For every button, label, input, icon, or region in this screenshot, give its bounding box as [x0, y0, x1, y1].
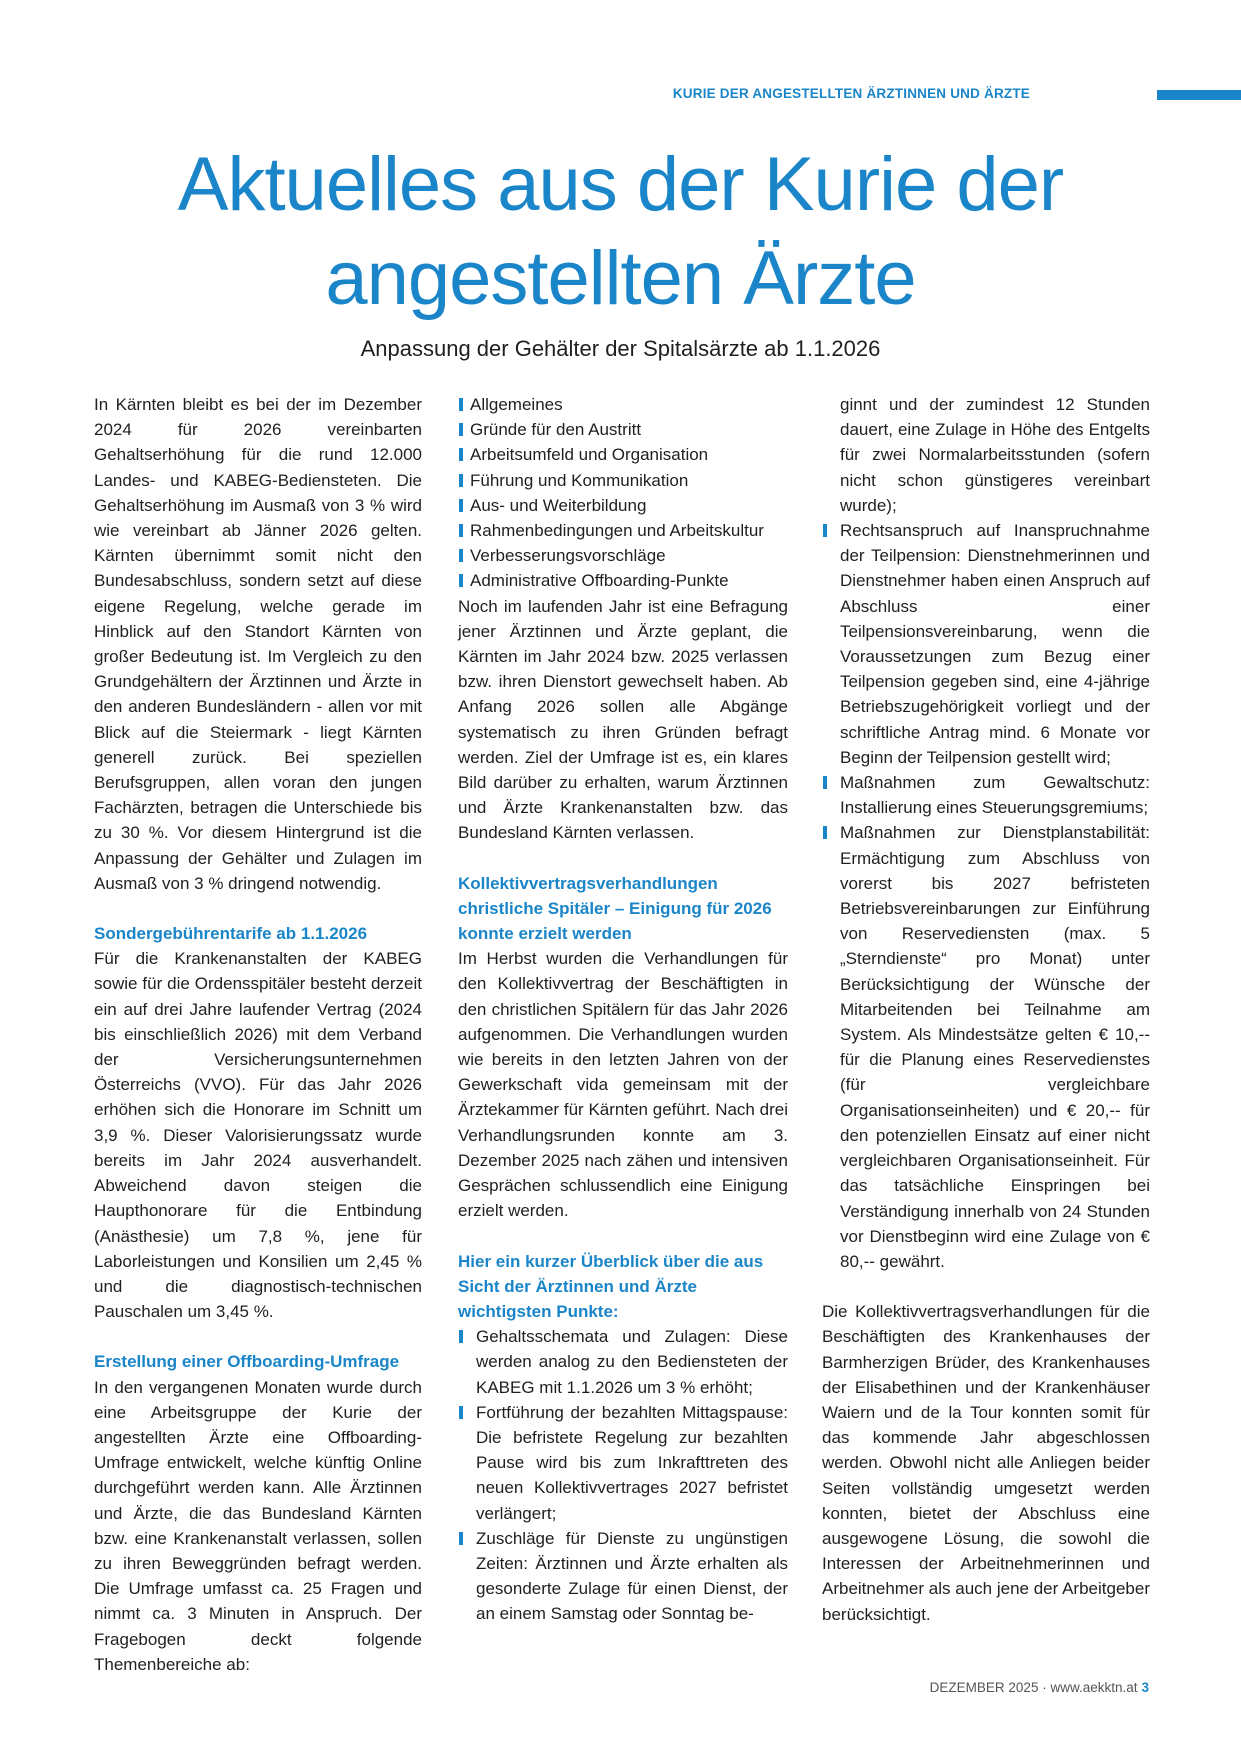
list-item: Allgemeines [458, 392, 788, 417]
footer-issue: DEZEMBER 2025 · www.aekktn.at [929, 1680, 1138, 1695]
list-item: Aus- und Weiterbildung [458, 493, 788, 518]
section-label: KURIE DER ANGESTELLTEN ÄRZTINNEN UND ÄRZTE [672, 86, 1030, 101]
survey-paragraph: Noch im laufenden Jahr ist eine Befragung jener Ärztinnen und Ärzte geplant, die Kärnten im Jahr 2024 bzw. 2025 verlassen bzw. ihren Dienstort gewechselt haben. Ab Anfang 2026 sollen alle Abgänge systematisch zu ihren Gründen befragt werden. Ziel der Umfrage ist es, ein klares Bild darüber zu erhalten, warum Ärztinnen und Ärzte Krankenanstalten bzw. das Bundesland Kärnten verlassen. [458, 596, 788, 843]
section-accent-bar [1157, 90, 1241, 100]
intro-paragraph: In Kärnten bleibt es bei der im Dezember 2024 für 2026 vereinbarten Gehaltserhöhung für die rund 12.000 Landes- und KABEG-Bediensteten. Die Gehaltserhöhung im Ausmaß von 3 % wird wie vereinbart ab Jänner 2026 gelten. Kärnten übernimmt somit nicht den Bundesabschluss, sondern setzt auf diese eigene Regelung, welche gerade im Hinblick auf den Standort Kärnten von großer Bedeutung ist. Im Vergleich zu den Grundgehältern der Ärztinnen und Ärzte in den anderen Bundesländern - allen vor mit Blick auf die Steiermark - liegt Kärnten generell zurück. Bei speziellen Berufsgruppen, allen voran den jungen Fachärzten, betragen die Unterschiede bis zu 30 %. Vor diesem Hintergrund ist die Anpassung der Gehälter und Zulagen im Ausmaß von 3 % dringend notwendig. [94, 395, 422, 893]
list-item: Zuschläge für Dienste zu ungünstigen Zeiten: Ärztinnen und Ärzte erhalten als gesonderte Zulage für einen Dienst, der an einem Samstag oder Sonntag be- [458, 1526, 788, 1627]
list-item: Arbeitsumfeld und Organisation [458, 442, 788, 467]
page-footer [930, 1680, 1149, 1695]
list-item: Gehaltsschemata und Zulagen: Diese werden analog zu den Bediensteten der KABEG mit 1.1.2026 um 3 % erhöht; [458, 1324, 788, 1400]
overview-heading: Hier ein kurzer Überblick über die aus Sicht der Ärztinnen und Ärzte wichtigsten Punkte: [458, 1251, 764, 1321]
sondergebuehren-heading: Sondergebührentarife ab 1.1.2026 [94, 924, 368, 944]
overview-list [458, 1324, 788, 1626]
column-2 [458, 392, 788, 1627]
page-number: 3 [1141, 1680, 1149, 1695]
kv-paragraph: Im Herbst wurden die Verhandlungen für den Kollektivvertrag der Beschäftigten in den christlichen Spitälern für das Jahr 2026 aufgenommen. Die Verhandlungen wurden wie bereits in den letzten Jahren von der Gewerkschaft vida gemeinsam mit der Ärztekammer für Kärnten geführt. Nach drei Verhandlungsrunden konnte am 3. Dezember 2025 nach zähen und intensiven Gesprächen schlussendlich eine Einigung erzielt werden. [458, 949, 788, 1221]
offboarding-paragraph: In den vergangenen Monaten wurde durch eine Arbeitsgruppe der Kurie der angestellten Ärzte eine Offboarding-Umfrage entwickelt, welche künftig Online durchgeführt werden kann. Alle Ärztinnen und Ärzte, die das Bundesland Kärnten bzw. eine Krankenanstalt verlassen, sollen zu ihren Beweggründen befragt werden. Die Umfrage umfasst ca. 25 Fragen und nimmt ca. 3 Minuten in Anspruch. Der Fragebogen deckt folgende Themenbereiche ab: [94, 1377, 422, 1674]
closing-paragraph: Die Kollektivvertragsverhandlungen für die Beschäftigten des Krankenhauses der Barmherzigen Brüder, des Krankenhauses der Elisabethinen und der Krankenhäuser Waiern und de la Tour konnten somit für das kommende Jahr abgeschlossen werden. Obwohl nicht alle Anliegen beider Seiten vollständig umgesetzt werden konnten, bietet der Abschluss eine ausgewogene Lösung, die sowohl die Interessen der Arbeitnehmerinnen und Arbeitnehmer als auch jene der Arbeitgeber berücksichtigt. [822, 1302, 1150, 1624]
page-subtitle: Anpassung der Gehälter der Spitalsärzte ab 1.1.2026 [360, 336, 881, 361]
sondergebuehren-paragraph: Für die Krankenanstalten der KABEG sowie für die Ordensspitäler besteht derzeit ein auf drei Jahre laufender Vertrag (2024 bis einschließlich 2026) mit dem Verband der Versicherungsunternehmen Österreichs (VVO). Für das Jahr 2026 erhöhen sich die Honorare im Schnitt um 3,9 %. Dieser Valorisierungssatz wurde bereits im Jahr 2024 ausverhandelt. Abweichend davon steigen die Haupthonorare für die Entbindung (Anästhesie) um 7,8 %, jene für Laborleistungen und Konsilien um 2,45 % und die diagnostisch-technischen Pauschalen um 3,45 %. [94, 949, 422, 1322]
list-item: Rahmenbedingungen und Arbeitskultur [458, 518, 788, 543]
list-item: Verbesserungsvorschläge [458, 543, 788, 568]
topic-list [458, 392, 788, 594]
offboarding-heading: Erstellung einer Offboarding-Umfrage [94, 1352, 400, 1372]
list-item: Administrative Offboarding-Punkte [458, 568, 788, 593]
column-3 [822, 392, 1150, 1627]
kv-heading: Kollektivvertragsverhandlungen christliche Spitäler – Einigung für 2026 konnte erzielt werden [458, 873, 772, 944]
list-item: Maßnahmen zum Gewaltschutz: Installierung eines Steuerungsgremiums; [822, 770, 1150, 820]
list-item: Rechtsanspruch auf Inanspruchnahme der Teilpension: Dienstnehmerinnen und Dienstnehmer haben einen Anspruch auf Abschluss einer Teilpensionsvereinbarung, wenn die Voraussetzungen zum Bezug einer Teilpension gegeben sind, eine 4-jährige Betriebszugehörigkeit vorliegt und der schriftliche Antrag mind. 6 Monate vor Beginn der Teilpension gestellt wird; [822, 518, 1150, 770]
page-title-line1: Aktuelles aus der Kurie der [177, 142, 1064, 227]
list-item: Gründe für den Austritt [458, 417, 788, 442]
page-title-line2: angestellten Ärzte [325, 236, 916, 321]
column-1 [94, 392, 422, 1677]
list-item-continuation: ginnt und der zumindest 12 Stunden dauert, eine Zulage in Höhe des Entgelts für zwei Normalarbeitsstunden (sofern nicht schon günstigeres vereinbart wurde); [840, 395, 1150, 515]
overview-list-continued [822, 392, 1150, 1274]
list-item: Maßnahmen zur Dienstplanstabilität: Ermächtigung zum Abschluss von vorerst bis 2027 befristeten Betriebsvereinbarungen zur Einführung von Reservediensten (max. 5 „Sterndienste“ pro Monat) unter Berücksichtigung der Wünsche der Mitarbeitenden bei Teilnahme am System. Als Mindestsätze gelten € 10,-- für die Planung eines Reservedienstes (für vergleichbare Organisationseinheiten) und € 20,-- für den potenziellen Einsatz auf einer nicht vergleichbaren Organisationseinheit. Für das tatsächliche Einspringen bei Verständigung innerhalb von 24 Stunden vor Dienstbeginn wird eine Zulage von € 80,-- gewährt. [822, 820, 1150, 1274]
list-item: Führung und Kommunikation [458, 468, 788, 493]
list-item: Fortführung der bezahlten Mittagspause: Die befristete Regelung zur bezahlten Pause wird bis zum Inkrafttreten des neuen Kollektivvertrages 2027 befristet verlängert; [458, 1400, 788, 1526]
page-title [0, 138, 1241, 326]
